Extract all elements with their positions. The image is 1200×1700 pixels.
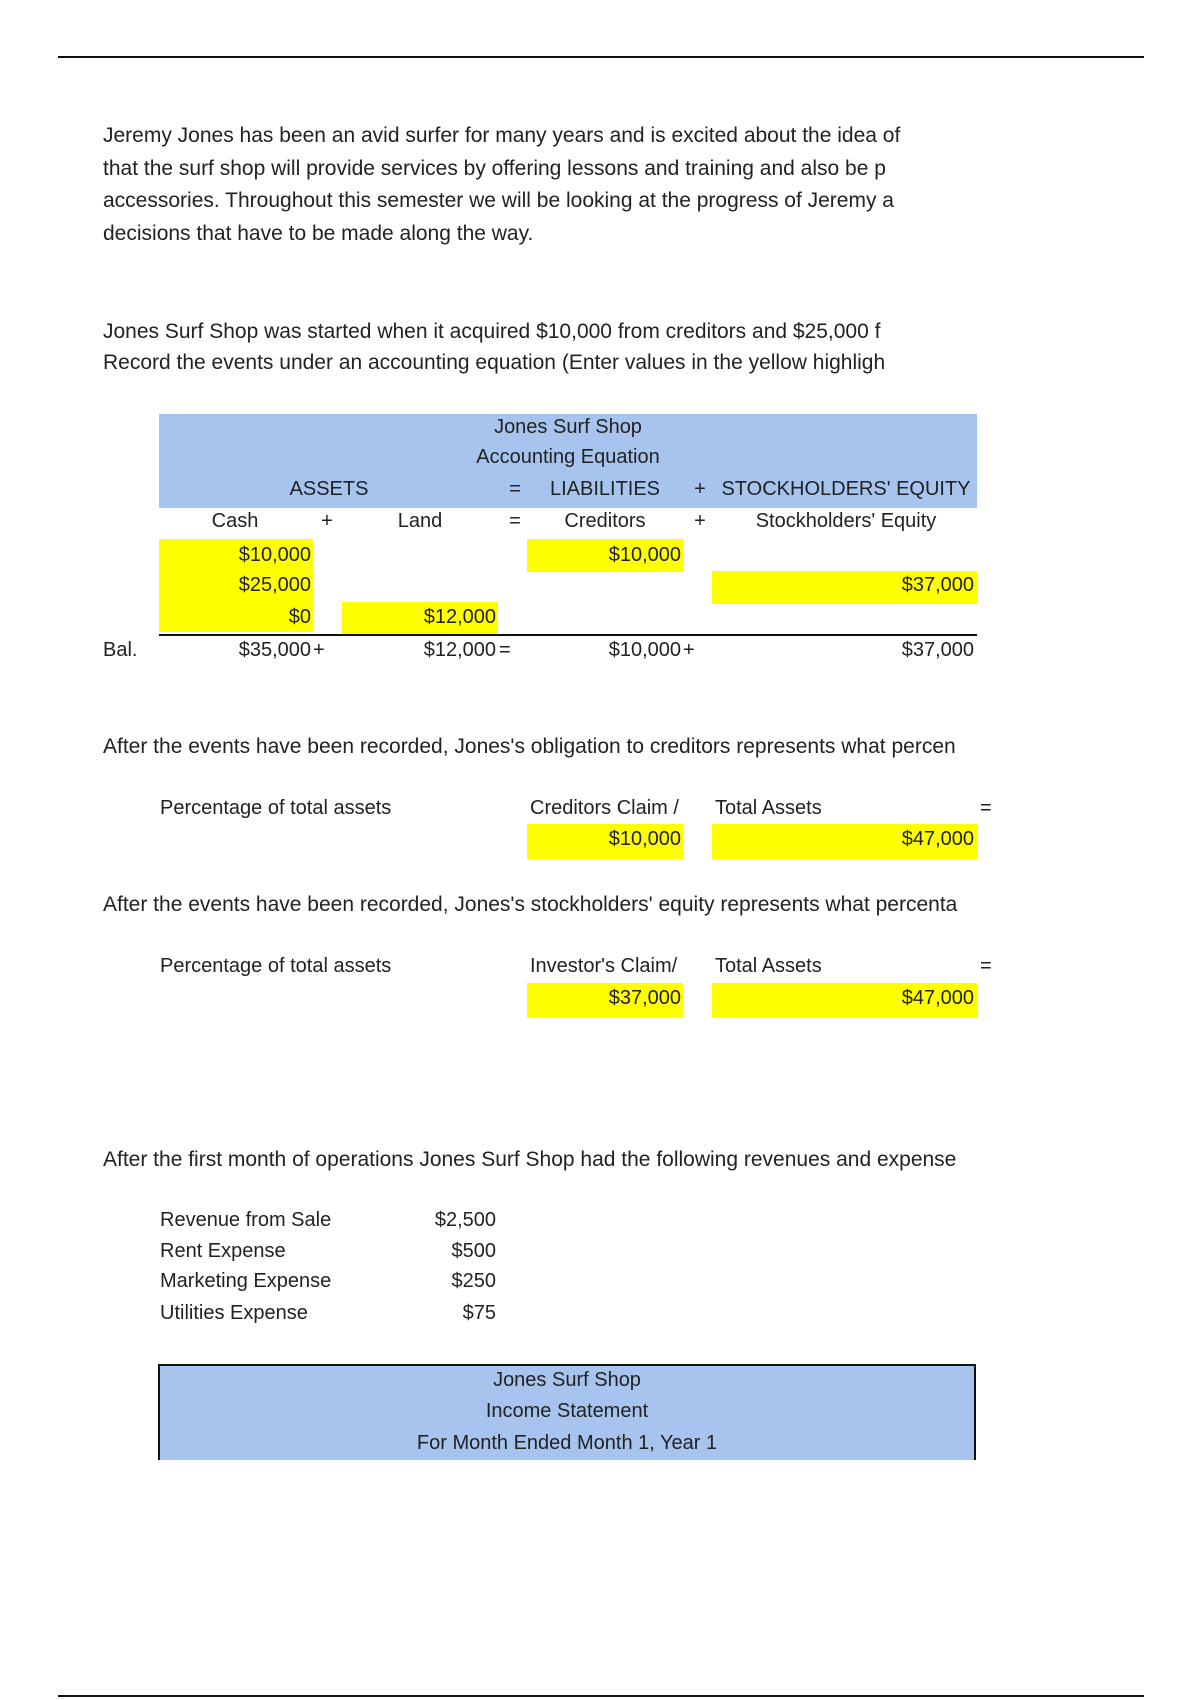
intro-line: Jeremy Jones has been an avid surfer for many years and is excited about the idea of — [103, 124, 901, 147]
col-plus-2: + — [694, 510, 706, 532]
col-creditors: Creditors — [564, 510, 646, 532]
question-equity: After the events have been recorded, Jones's stockholders' equity represents what percenta — [103, 893, 958, 916]
income-subtitle: Income Statement — [485, 1400, 649, 1422]
revenue-label: Revenue from Sale — [160, 1209, 332, 1231]
q1-claim-value: $10,000 — [608, 828, 681, 850]
top-rule — [58, 56, 1144, 58]
intro-line: accessories. Throughout this semester we will be looking at the progress of Jeremy a — [103, 189, 894, 212]
q1-total-value: $47,000 — [901, 828, 974, 850]
assets-label: ASSETS — [289, 478, 369, 500]
balance-cash: $35,000 — [238, 639, 311, 661]
income-title: Jones Surf Shop — [493, 1369, 641, 1391]
q2-claim-value: $37,000 — [608, 987, 681, 1009]
intro-paragraph — [103, 120, 1006, 250]
balance-land: $12,000 — [423, 639, 496, 661]
task-paragraph — [103, 316, 1006, 378]
q2-equals: = — [980, 955, 992, 977]
cash-value: $0 — [288, 606, 311, 628]
task-line: Jones Surf Shop was started when it acquired $10,000 from creditors and $25,000 f — [103, 320, 881, 343]
balance-equity: $37,000 — [901, 639, 974, 661]
utilities-expense-value: $75 — [462, 1302, 496, 1324]
balance-creditors: $10,000 — [608, 639, 681, 661]
q1-claim-label: Creditors Claim / — [530, 797, 679, 819]
q2-total-label: Total Assets — [715, 955, 822, 977]
q1-equals: = — [980, 797, 992, 819]
q1-total-label: Total Assets — [715, 797, 822, 819]
balance-label: Bal. — [103, 639, 138, 661]
revenue-value: $2,500 — [434, 1209, 496, 1231]
operations-paragraph: After the first month of operations Jones Surf Shop had the following revenues and expense — [103, 1148, 957, 1171]
intro-line: that the surf shop will provide services by offering lessons and training and also be p — [103, 156, 886, 180]
income-period: For Month Ended Month 1, Year 1 — [416, 1432, 718, 1454]
cash-value: $25,000 — [238, 574, 311, 596]
col-equity: Stockholders' Equity — [755, 510, 937, 532]
intro-line: decisions that have to be made along the way. — [103, 221, 534, 245]
balance-land-operator: = — [499, 639, 511, 661]
rent-expense-label: Rent Expense — [160, 1240, 286, 1262]
q2-claim-label: Investor's Claim/ — [530, 955, 678, 977]
marketing-expense-label: Marketing Expense — [160, 1270, 332, 1292]
marketing-expense-value: $250 — [451, 1270, 496, 1292]
cash-value: $10,000 — [238, 544, 311, 566]
q1-percentage-label: Percentage of total assets — [160, 797, 392, 819]
header-equals: = — [509, 478, 521, 500]
rent-expense-value: $500 — [451, 1240, 496, 1262]
col-cash: Cash — [211, 510, 259, 532]
equation-title: Jones Surf Shop — [494, 416, 642, 438]
question-creditors: After the events have been recorded, Jones's obligation to creditors represents what percen — [103, 735, 956, 758]
liabilities-label: LIABILITIES — [549, 478, 661, 500]
creditors-value: $10,000 — [608, 544, 681, 566]
balance-rule — [159, 634, 977, 636]
col-land: Land — [397, 510, 443, 532]
equity-label: STOCKHOLDERS' EQUITY — [721, 478, 971, 500]
bottom-rule — [58, 1695, 1144, 1697]
q2-total-value: $47,000 — [901, 987, 974, 1009]
balance-creditors-operator: + — [683, 639, 695, 661]
q2-percentage-label: Percentage of total assets — [160, 955, 392, 977]
balance-cash-operator: + — [313, 639, 325, 661]
equation-subtitle: Accounting Equation — [476, 446, 660, 468]
header-plus: + — [694, 478, 706, 500]
task-line: Record the events under an accounting equation (Enter values in the yellow highligh — [103, 351, 886, 374]
utilities-expense-label: Utilities Expense — [160, 1302, 308, 1324]
col-equals: = — [509, 510, 521, 532]
col-plus-1: + — [321, 510, 333, 532]
land-value: $12,000 — [423, 606, 496, 628]
equity-value: $37,000 — [901, 574, 974, 596]
